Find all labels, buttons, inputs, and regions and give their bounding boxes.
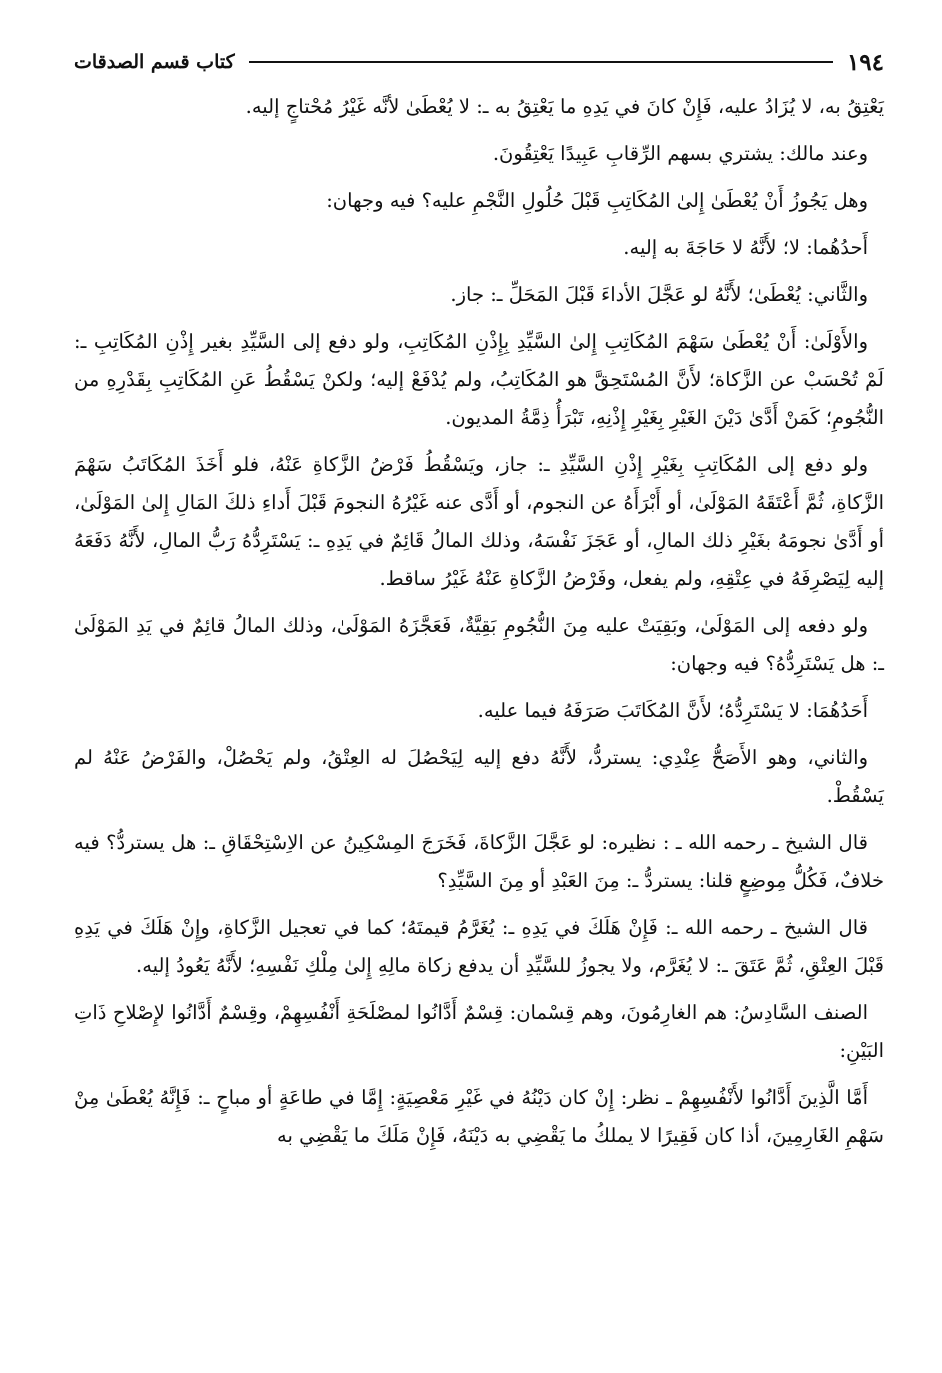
paragraph: قال الشيخ ـ رحمه الله ـ : نظيره: لو عَجَّلَ الزَّكاةَ، فَخَرَجَ المِسْكِينُ عن الاِسْتِحْقَاقِ ـ: هل يستردُّ؟ فيه خلافٌ، فَكُلُّ مِوضِعٍ قلنا: يستردُّ ـ: مِنَ العَبْدِ أو مِنَ السَّيِّدِ؟: [74, 831, 884, 892]
paragraph: قال الشيخ ـ رحمه الله ـ: فَإِنْ هَلَكَ في يَدِهِ ـ: يُغَرَّمُ قيمتَهُ؛ كما في تعجيل الزَّكاةِ، وإِنْ هَلَكَ في يَدِهِ قَبْلَ العِتْقِ، ثُمَّ عَتَقَ ـ: لا يُغَرَّم، ولا يجوزُ للسَّيِّدِ أن يدفع زكاة مالِهِ إِلىٰ مِلْكِ نَفْسِهِ؛ لأَنَّهُ يَعُودُ إليه.: [74, 916, 884, 977]
paragraph: والأَوْلَىٰ: أَنْ يُعْطَىٰ سَهْمَ المُكَاتِبِ إِلىٰ السَّيِّدِ بِإِذْنِ المُكَاتِبِ، ولو دفع إلى السَّيِّدِ بغير إِذْنِ المُكَاتِبِ ـ: لَمْ تُحْسَبْ عن الزَّكاة؛ لأَنَّ المُسْتَحِقَّ هو المُكَاتِبُ، ولم يُدْفَعْ إليه؛ ولكنْ يَسْقُطُ عَنِ المُكَاتِبِ بِقَدْرِهِ من النُّجُومِ؛ كَمَنْ أَدَّىٰ دَيْنَ الغَيْرِ بِغَيْرِ إِذْنِهِ، تَبْرَأُ ذِمَّةُ المديون.: [74, 330, 884, 429]
paragraph: ولو دفعه إلى المَوْلَىٰ، وبَقِيَتْ عليه مِنَ النُّجُومِ بَقِيَّةٌ، فَعَجَّزَهُ المَوْلَىٰ، وذلك المالُ قائِمٌ في يَدِ المَوْلَىٰ ـ: هل يَسْتَرِدُّهُ؟ فيه وجهان:: [74, 614, 884, 675]
paragraph: ولو دفع إلى المُكَاتِبِ بِغَيْرِ إِذْنِ السَّيِّدِ ـ: جاز، ويَسْقُطُ فَرْضُ الزَّكاةِ عَنْهُ، فلو أَخَذَ المُكَاتَبُ سَهْمَ الزَّكاةِ، ثُمَّ أَعْتَقَهُ المَوْلَىٰ، أو أَبْرَأَهُ عن النجوم، أو أَدَّى عنه غَيْرُهُ النجومَ قَبْلَ أَداءِ ذلكَ المَالِ إِلىٰ المَوْلَىٰ، أو أَدَّىٰ نجومَهُ بغَيْرِ ذلك المالِ، أو عَجَزَ نَفْسَهُ، وذلك المالُ قَائِمٌ في يَدِهِ ـ: يَسْتَرِدُّهُ رَبُّ المالِ، لأَنَّهُ دَفَعَهُ إليه لِيَصْرِفَهُ في عِتْقِهِ، ولم يفعل، وفَرْضُ الزَّكاةِ عَنْهُ غَيْرُ ساقط.: [74, 453, 884, 590]
paragraph: والثاني، وهو الأَصَحُّ عِنْدِي: يستردُّ، لأَنَّهُ دفع إليه لِيَحْصُلَ له العِتْقُ، ولم يَحْصُلْ، والفَرْضُ عَنْهُ لم يَسْقُطْ.: [74, 746, 884, 807]
page-body: [74, 88, 884, 1155]
paragraph: أَمَّا الَّذِينَ أَدَّانُوا لأَنْفُسِهِمْ ـ نظر: إِنْ كان دَيْنُهُ في غَيْرِ مَعْصِيَةٍ: إِمَّا في طاعَةٍ أو مباحٍ ـ: فَإِنَّهُ يُعْطَىٰ مِنْ سَهْمِ الغَارِمِينَ، أذا كان فَقِيرًا لا يملكُ ما يَقْضِي به دَيْنَهُ، فَإِنْ مَلَكَ ما يَقْضِي به: [74, 1086, 884, 1147]
paragraph: الصنف السَّادِسُ: هم الغارِمُونَ، وهم قِسْمان: قِسْمٌ أَدَّانُوا لمصْلَحَةِ أَنْفُسِهِمْ، وقِسْمٌ أَدَّانُوا لإِصْلاحِ ذَاتِ البَيْنِ:: [74, 1001, 884, 1062]
paragraph: والثَّاني: يُعْطَىٰ؛ لأَنَّهُ لو عَجَّلَ الأداءَ قَبْلَ المَحَلِّ ـ: جاز.: [450, 283, 868, 306]
book-title: كتاب قسم الصدقات: [74, 51, 235, 73]
page-number: ١٩٤: [846, 48, 884, 76]
paragraph: وهل يَجُوزُ أَنْ يُعْطَىٰ إِلىٰ المُكَاتِبِ قَبْلَ حُلُولِ النَّجْمِ عليه؟ فيه وجهان:: [326, 189, 868, 212]
paragraph: أَحدُهُما: لا؛ لأَنَّهُ لا حَاجَةَ به إليه.: [623, 236, 868, 259]
paragraph: وعند مالك: يشتري بسهم الرِّقابِ عَبِيدًا يَعْتِقُونَ.: [492, 142, 868, 165]
paragraph: يَعْتِقُ به، لا يُزَادُ عليه، فَإِنْ كانَ في يَدِهِ ما يَعْتِقُ به ـ: لا يُعْطَىٰ لأنَّه غَيْرُ مُحْتاجٍ إليه.: [245, 95, 884, 118]
page-header: [74, 44, 884, 80]
header-rule: [249, 61, 833, 63]
paragraph: أَحَدُهُمَا: لا يَسْتَرِدُّهُ؛ لأَنَّ المُكَاتَبَ صَرَفَهُ فيما عليه.: [477, 699, 868, 722]
